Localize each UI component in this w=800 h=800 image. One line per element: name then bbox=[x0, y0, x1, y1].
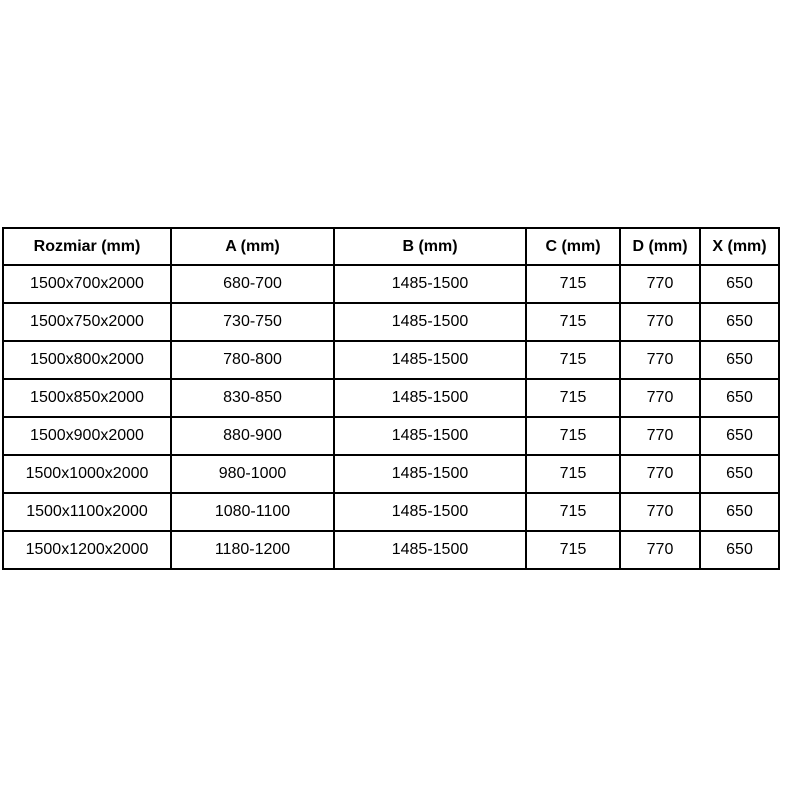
cell-rozmiar: 1500x750x2000 bbox=[3, 303, 171, 341]
cell-c: 715 bbox=[526, 341, 620, 379]
cell-a: 830-850 bbox=[171, 379, 334, 417]
cell-b: 1485-1500 bbox=[334, 265, 526, 303]
cell-d: 770 bbox=[620, 341, 700, 379]
cell-x: 650 bbox=[700, 455, 779, 493]
dimension-spec-table bbox=[2, 227, 780, 570]
cell-c: 715 bbox=[526, 265, 620, 303]
cell-b: 1485-1500 bbox=[334, 493, 526, 531]
cell-c: 715 bbox=[526, 455, 620, 493]
cell-rozmiar: 1500x1000x2000 bbox=[3, 455, 171, 493]
cell-b: 1485-1500 bbox=[334, 303, 526, 341]
cell-b: 1485-1500 bbox=[334, 455, 526, 493]
cell-a: 980-1000 bbox=[171, 455, 334, 493]
header-cell-d: D (mm) bbox=[620, 228, 700, 265]
table-row bbox=[3, 531, 779, 569]
header-cell-b: B (mm) bbox=[334, 228, 526, 265]
cell-c: 715 bbox=[526, 303, 620, 341]
cell-b: 1485-1500 bbox=[334, 417, 526, 455]
cell-x: 650 bbox=[700, 531, 779, 569]
cell-rozmiar: 1500x700x2000 bbox=[3, 265, 171, 303]
cell-c: 715 bbox=[526, 379, 620, 417]
cell-c: 715 bbox=[526, 531, 620, 569]
cell-d: 770 bbox=[620, 493, 700, 531]
cell-rozmiar: 1500x850x2000 bbox=[3, 379, 171, 417]
cell-rozmiar: 1500x1200x2000 bbox=[3, 531, 171, 569]
header-cell-x: X (mm) bbox=[700, 228, 779, 265]
cell-x: 650 bbox=[700, 303, 779, 341]
cell-d: 770 bbox=[620, 531, 700, 569]
cell-a: 730-750 bbox=[171, 303, 334, 341]
table-row bbox=[3, 379, 779, 417]
header-cell-c: C (mm) bbox=[526, 228, 620, 265]
cell-c: 715 bbox=[526, 417, 620, 455]
cell-a: 780-800 bbox=[171, 341, 334, 379]
cell-b: 1485-1500 bbox=[334, 341, 526, 379]
cell-a: 1080-1100 bbox=[171, 493, 334, 531]
table-row bbox=[3, 303, 779, 341]
cell-x: 650 bbox=[700, 493, 779, 531]
table-row bbox=[3, 417, 779, 455]
cell-x: 650 bbox=[700, 379, 779, 417]
cell-rozmiar: 1500x1100x2000 bbox=[3, 493, 171, 531]
cell-a: 880-900 bbox=[171, 417, 334, 455]
table-row bbox=[3, 341, 779, 379]
cell-d: 770 bbox=[620, 303, 700, 341]
cell-d: 770 bbox=[620, 417, 700, 455]
table-row bbox=[3, 493, 779, 531]
cell-d: 770 bbox=[620, 379, 700, 417]
cell-rozmiar: 1500x800x2000 bbox=[3, 341, 171, 379]
header-cell-rozmiar: Rozmiar (mm) bbox=[3, 228, 171, 265]
header-row bbox=[3, 228, 779, 265]
cell-c: 715 bbox=[526, 493, 620, 531]
cell-rozmiar: 1500x900x2000 bbox=[3, 417, 171, 455]
cell-d: 770 bbox=[620, 455, 700, 493]
cell-x: 650 bbox=[700, 417, 779, 455]
cell-a: 680-700 bbox=[171, 265, 334, 303]
table-row bbox=[3, 455, 779, 493]
cell-x: 650 bbox=[700, 265, 779, 303]
cell-b: 1485-1500 bbox=[334, 379, 526, 417]
header-cell-a: A (mm) bbox=[171, 228, 334, 265]
cell-b: 1485-1500 bbox=[334, 531, 526, 569]
cell-x: 650 bbox=[700, 341, 779, 379]
table-row bbox=[3, 265, 779, 303]
dimension-table-container bbox=[2, 227, 780, 570]
cell-a: 1180-1200 bbox=[171, 531, 334, 569]
cell-d: 770 bbox=[620, 265, 700, 303]
